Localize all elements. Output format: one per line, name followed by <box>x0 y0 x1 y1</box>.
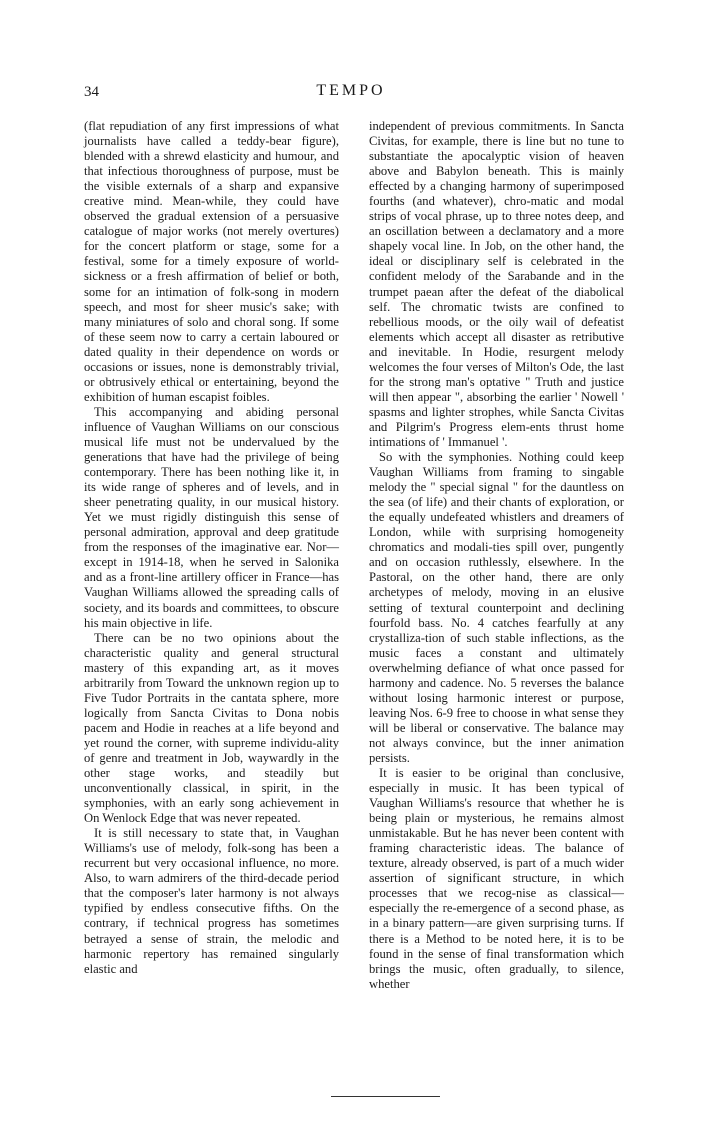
footer-rule <box>331 1096 440 1097</box>
paragraph: It is easier to be original than conclusive, especially in music. It has been typical of Vaughan Williams's resource that whether he is being plain or mysterious, he remains almost unmistakable. But he has never been content with framing characteristic ideas. The balance of texture, already observed, is part of a much wider assertion of significant structure, in which processes that we recog-nise as classical—especially the re-emergence of a second phase, as in a binary pattern—are given surprising turns. If there is a Method to be noted here, it is to be found in the sense of final transformation which brings the music, often gradually, to silence, whether <box>369 766 624 991</box>
running-title: TEMPO <box>316 82 386 99</box>
right-column <box>369 119 624 992</box>
left-column <box>84 119 339 977</box>
paragraph: There can be no two opinions about the characteristic quality and general structural mastery of this expanding art, as it moves arbitrarily from Toward the unknown region up to Five Tudor Portraits in the cantata sphere, more logically from Sancta Civitas to Dona nobis pacem and Hodie in reaches at a life beyond and yet round the corner, with supreme individu-ality of genre and treatment in Job, waywardly in the other stage works, and steadily but unconventionally classical, in spirit, in the symphonies, with an early song achievement in On Wenlock Edge that was never repeated. <box>84 630 339 826</box>
paragraph: So with the symphonies. Nothing could keep Vaughan Williams from framing to singable melody the " special signal " for the dauntless on the sea (of life) and their chants of exploration, or the equally undefeated whistlers and dreamers of London, while with surprising homogeneity chromatics and modali-ties spill over, pungently and on occasion ruthlessly, elsewhere. In the Pastoral, on the other hand, there are only archetypes of melody, moving in an elusive setting of textural counterpoint and declining fourfold bass. No. 4 catches fearfully at any crystalliza-tion of such stable inflections, as the music faces a constant and ultimately overwhelming defiance of what once passed for harmony and cadence. No. 5 reverses the balance without losing harmonic interest or purpose, leaving Nos. 6-9 free to choose in what sense they will be liberal or conservative. The balance may not always convince, but the inner animation persists. <box>369 450 624 765</box>
paragraph: This accompanying and abiding personal influence of Vaughan Williams on our conscious musical life must not be undervalued by the generations that have had the privilege of being contemporary. There has been nothing like it, in its wide range of spheres and of levels, and in sheer penetrating quality, in our musical history. Yet we must rigidly distinguish this sense of personal admiration, approval and deep gratitude from the responses of the imaginative ear. Nor—except in 1914-18, when he served in Salonika and as a front-line artillery officer in France—has Vaughan Williams allowed the spreading calls of society, and its boards and committees, to obscure his main objective in life. <box>84 404 339 630</box>
paragraph: independent of previous commitments. In Sancta Civitas, for example, there is line but no tune to substantiate the apocalyptic vision of heaven above and Babylon beneath. This is mainly effected by a changing harmony of superimposed fourths (and whatever), chro-matic and modal strips of vocal phrase, up to three notes deep, and an oscillation between a declamatory and a more shapely vocal line. In Job, on the other hand, the ideal or disciplinary self is celebrated in the confident melody of the Sarabande and in the trumpet paean after the defeat of the diabolical self. The chromatic twists are confined to rebellious moods, or the oily wail of defeatist elements which accept all disaster as retributive and inevitable. In Hodie, resurgent melody welcomes the four verses of Milton's Ode, the last for the strong man's optative " Truth and justice will then appear ", absorbing the earlier ' Nowell ' spasms and lighter strophes, while Sancta Civitas and Pilgrim's Progress elem-ents thrust home intimations of ' Immanuel '. <box>369 119 624 449</box>
page-number: 34 <box>84 84 99 100</box>
paragraph: It is still necessary to state that, in Vaughan Williams's use of melody, folk-song has been a recurrent but very occasional influence, no more. Also, to warn admirers of the third-decade period that the composer's later harmony is not always typified by endless consecutive fifths. On the contrary, if technical progress has sometimes betrayed a sense of strain, the melodic and harmonic repertory has remained singularly elastic and <box>84 826 339 976</box>
paragraph: (flat repudiation of any first impressions of what journalists have called a teddy-bear figure), blended with a shrewd elasticity and humour, and that infectious thoroughness of purpose, must be the visible externals of a sharp and expansive creative mind. Mean-while, they could have observed the gradual extension of a persuasive catalogue of major works (not merely overtures) for the concert platform or stage, some for a festival, some for a timely exposure of world-sickness or a fresh affirmation of belief or both, some for an intimation of folk-song in modern speech, and most for sheer music's sake; with many miniatures of solo and choral song. If some of these seem now to carry a certain laboured or dated quality in their dependence on words or occasions or issues, none is demonstrably trivial, or obtrusively ethical or entertaining, beyond the exhibition of human escapist foibles. <box>84 119 339 404</box>
